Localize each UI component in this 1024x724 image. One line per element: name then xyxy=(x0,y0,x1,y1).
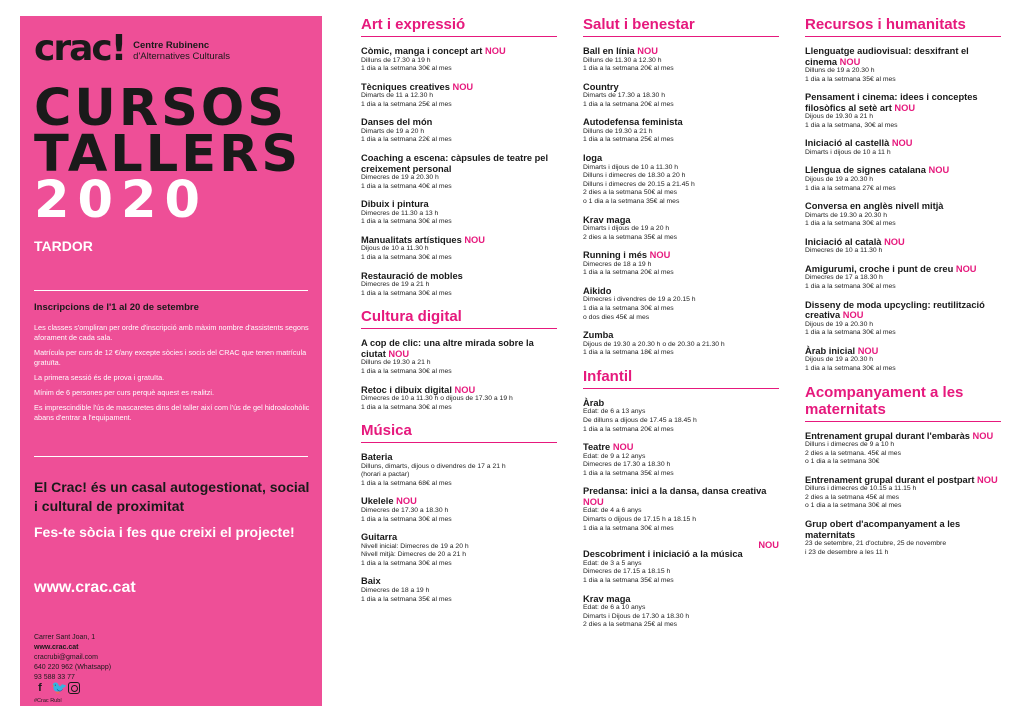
course-detail: 2 dies a la setmana 25€ al mes xyxy=(583,621,678,629)
course-item xyxy=(805,165,1001,193)
nou-badge: NOU xyxy=(464,234,486,245)
course-detail: 1 dia a la setmana 20€ al mes xyxy=(583,100,674,108)
course-name xyxy=(805,475,1001,486)
course-item xyxy=(583,153,779,206)
course-detail: 2 dies a la setmana 35€ al mes xyxy=(583,233,678,241)
course-detail: 1 dia a la setmana 22€ al mes xyxy=(361,136,452,144)
course-name-text: Ukelele xyxy=(361,496,394,507)
nou-badge: NOU xyxy=(452,81,474,92)
course-detail: 1 dia a la setmana 30€ al mes xyxy=(361,515,452,523)
registration-info xyxy=(34,302,310,428)
course-name xyxy=(583,330,779,341)
course-detail: Dilluns de 19.30 a 21 h xyxy=(361,359,431,367)
course-detail: Nivell mitjà: Dimecres de 20 a 21 h xyxy=(361,551,467,559)
course-name xyxy=(583,250,779,261)
course-detail: Dimecres de 17 a 18.30 h xyxy=(805,274,883,282)
course-name-text: Descobriment i iniciació a la música xyxy=(583,549,743,560)
course-name-text: Restauració de mobles xyxy=(361,270,463,281)
slogan-line1: El Crac! és un casal autogestionat, social i cultural de proximitat xyxy=(34,479,310,514)
course-item xyxy=(361,338,557,376)
slogan xyxy=(34,478,314,542)
course-name xyxy=(361,82,557,93)
social-icons xyxy=(34,682,80,694)
course-name-text: Zumba xyxy=(583,330,614,341)
course-detail: 1 dia a la setmana 30€ al mes xyxy=(361,559,452,567)
course-detail: Dilluns de 17.30 a 19 h xyxy=(361,56,431,64)
course-detail: 2 dies a la setmana 45€ al mes xyxy=(805,493,900,501)
course-name xyxy=(361,117,557,128)
course-detail: 1 dia a la setmana 30€ al mes xyxy=(805,329,896,337)
logo-text xyxy=(133,40,230,64)
course-detail: 1 dia a la setmana 30€ al mes xyxy=(361,289,452,297)
course-detail: o 1 dia a la setmana 30€ xyxy=(805,458,880,466)
course-detail: Dimecres de 17.15 a 18.15 h xyxy=(583,568,671,576)
nou-badge: NOU xyxy=(396,496,417,507)
course-detail: 1 dia a la setmana 20€ al mes xyxy=(583,65,674,73)
course-item xyxy=(361,452,557,488)
course-name xyxy=(361,338,557,359)
course-item xyxy=(361,576,557,604)
course-name-text: Krav maga xyxy=(583,214,631,225)
nou-badge: NOU xyxy=(972,430,994,441)
course-detail: Dilluns de 19.30 a 21 h xyxy=(583,127,653,135)
nou-badge: NOU xyxy=(928,165,950,176)
course-detail: 1 dia a la setmana 20€ al mes xyxy=(583,425,674,433)
info-panel xyxy=(20,16,322,706)
course-name-text: Dibuix i pintura xyxy=(361,199,429,210)
registration-title: Inscripcions de l'1 al 20 de setembre xyxy=(34,302,199,313)
instagram-icon[interactable] xyxy=(68,682,80,694)
registration-paragraph: Es imprescindible l'ús de mascaretes dins del taller així com l'ús de gel hidroalcohòlic abans d'entrar a l'equipament. xyxy=(34,403,310,422)
course-name xyxy=(361,496,557,507)
course-item xyxy=(361,496,557,524)
course-name-text: Bateria xyxy=(361,452,393,463)
course-item xyxy=(583,117,779,145)
course-detail: Dilluns de 11.30 a 12.30 h xyxy=(583,56,662,64)
course-name-text: Iniciació al català xyxy=(805,236,882,247)
column-2 xyxy=(583,16,779,638)
course-name xyxy=(361,452,557,463)
course-name-text: Krav maga xyxy=(583,593,631,604)
course-detail: 1 dia a la setmana 20€ al mes xyxy=(583,269,674,277)
course-detail: Dijous de 19 a 20.30 h xyxy=(805,320,874,328)
course-name-text: Country xyxy=(583,81,619,92)
course-item xyxy=(361,235,557,263)
course-name xyxy=(361,153,557,174)
contact-phone2: 93 588 33 77 xyxy=(34,674,75,681)
course-item xyxy=(583,398,779,434)
course-name xyxy=(805,237,1001,248)
slogan-line2: Fes-te sòcia i fes que creixi el projecte! xyxy=(34,524,295,540)
contact-info xyxy=(34,633,111,683)
course-item xyxy=(583,250,779,278)
course-name xyxy=(583,398,779,409)
nou-badge: NOU xyxy=(977,474,998,485)
course-name xyxy=(361,271,557,282)
course-detail: 1 dia a la setmana 18€ al mes xyxy=(583,349,674,357)
course-name-text: Llengua de signes catalana xyxy=(805,165,926,176)
course-detail: Dimarts de 19 a 20 h xyxy=(361,127,425,135)
course-name-text: Running i més xyxy=(583,250,648,261)
course-detail: 1 dia a la setmana 35€ al mes xyxy=(361,595,452,603)
nou-badge: NOU xyxy=(649,250,671,261)
course-name xyxy=(361,235,557,246)
course-name xyxy=(583,215,779,226)
column-1 xyxy=(361,16,557,612)
centre-name: Centre Rubinenc xyxy=(133,40,210,51)
course-item xyxy=(805,46,1001,84)
course-item xyxy=(805,519,1001,557)
course-item xyxy=(583,442,779,478)
course-detail: Dilluns i dimecres de 9 a 10 h xyxy=(805,441,895,448)
course-detail: 1 dia a la setmana 35€ al mes xyxy=(805,75,896,83)
course-detail: 23 de setembre, 21 d'octubre, 25 de novembre xyxy=(805,540,947,548)
course-item xyxy=(361,117,557,145)
course-detail: 1 dia a la setmana 40€ al mes xyxy=(361,182,452,190)
section-title: Acompanyament a les maternitats xyxy=(805,384,1001,422)
course-detail: Dilluns i dimecres de 10.15 a 11.15 h xyxy=(805,485,917,493)
course-item xyxy=(583,286,779,322)
section-title: Recursos i humanitats xyxy=(805,16,1001,37)
course-name-text: Llenguatge audiovisual: desxifrant el cinema xyxy=(805,46,969,67)
course-name-text: Amigurumi, croche i punt de creu xyxy=(805,263,954,274)
course-name-text: A cop de clic: una altre mirada sobre la ciutat xyxy=(361,338,534,359)
course-detail: Dimecres de 10 a 11.30 h xyxy=(805,247,883,255)
section-title: Art i expressió xyxy=(361,16,557,37)
title-cursos: CURSOS xyxy=(34,79,287,138)
course-name-text: Tècniques creatives xyxy=(361,81,450,92)
contact-web[interactable]: www.crac.cat xyxy=(34,644,79,651)
course-detail: 2 dies a la setmana. 45€ al mes xyxy=(805,449,901,457)
course-detail: Dimarts de 17.30 a 18.30 h xyxy=(583,92,665,100)
course-name-text: Entrenament grupal durant el postpart xyxy=(805,474,975,485)
nou-badge: NOU xyxy=(637,46,658,56)
course-name xyxy=(805,346,1001,357)
course-name xyxy=(583,486,779,507)
course-detail: 1 dia a la setmana 35€ al mes xyxy=(583,469,674,477)
course-name xyxy=(805,300,1001,321)
title-tallers: TALLERS xyxy=(34,125,302,184)
course-name xyxy=(805,46,1001,67)
course-item xyxy=(805,300,1001,338)
course-name xyxy=(361,532,557,543)
section-title: Salut i benestar xyxy=(583,16,779,37)
title-year: 2020 xyxy=(34,171,208,230)
website-link[interactable]: www.crac.cat xyxy=(34,579,136,596)
nou-badge: NOU xyxy=(485,46,506,56)
registration-paragraph: Mínim de 6 persones per curs perquè aquest es realitzi. xyxy=(34,388,215,397)
nou-badge: NOU xyxy=(454,384,476,395)
course-name-text: Disseny de moda upcycling: reutilització creativa xyxy=(805,299,985,321)
course-item xyxy=(805,138,1001,157)
course-detail: o 1 dia a la setmana 35€ al mes xyxy=(583,197,680,205)
course-detail: o dos dies 45€ al mes xyxy=(583,313,650,321)
course-detail: 1 dia a la setmana 35€ al mes xyxy=(583,576,674,584)
logo-row xyxy=(34,28,231,69)
course-name-text: Àrab inicial xyxy=(805,345,856,356)
course-detail: Dimecres de 18 a 19 h xyxy=(361,586,430,594)
course-detail: Dimecres de 10 a 11.30 h o dijous de 17.30 a 19 h xyxy=(361,395,513,402)
course-name xyxy=(583,442,779,453)
course-name-text: Manualitats artístiques xyxy=(361,234,462,245)
course-name-text: Ball en línia xyxy=(583,46,635,56)
course-item xyxy=(583,46,779,74)
course-item xyxy=(361,46,557,74)
course-name-text: Grup obert d'acompanyament a les maternitats xyxy=(805,519,961,540)
course-item xyxy=(361,385,557,413)
course-item xyxy=(361,199,557,227)
hashtag: #Crac Rubí xyxy=(34,698,62,704)
course-detail: 2 dies a la setmana 50€ al mes xyxy=(583,189,678,197)
course-item xyxy=(361,153,557,191)
nou-badge: NOU xyxy=(583,496,604,507)
course-name-text: Conversa en anglès nivell mitjà xyxy=(805,201,944,212)
course-item xyxy=(583,330,779,358)
course-detail: (horari a pactar) xyxy=(361,471,410,479)
course-item xyxy=(805,346,1001,374)
course-item xyxy=(361,82,557,110)
course-detail: 1 dia a la setmana 30€ al mes xyxy=(361,254,452,262)
course-detail: Dimecres i divendres de 19 a 20.15 h xyxy=(583,296,696,304)
course-detail: Dimarts i dijous de 19 a 20 h xyxy=(583,225,670,233)
nou-badge: NOU xyxy=(388,348,410,359)
course-name-text: Aikido xyxy=(583,285,612,296)
nou-badge: NOU xyxy=(842,310,864,321)
course-name xyxy=(805,201,1001,212)
course-detail: 1 dia a la setmana, 30€ al mes xyxy=(805,121,898,129)
contact-email[interactable]: cracrubi@gmail.com xyxy=(34,654,98,661)
course-detail: 1 dia a la setmana 30€ al mes xyxy=(361,65,452,73)
course-item xyxy=(583,486,779,533)
course-item xyxy=(361,271,557,299)
nou-badge: NOU xyxy=(891,138,913,149)
course-detail: 1 dia a la setmana 30€ al mes xyxy=(361,218,452,226)
course-detail: 1 dia a la setmana 68€ al mes xyxy=(361,479,452,487)
course-detail: 1 dia a la setmana 30€ al mes xyxy=(805,364,896,372)
course-name xyxy=(583,82,779,93)
course-name-text: Danses del món xyxy=(361,117,433,128)
course-detail: Dijous de 19.30 a 20.30 h o de 20.30 a 21.30 h xyxy=(583,340,725,348)
course-name-text: Autodefensa feminista xyxy=(583,117,683,128)
course-detail: Edat: de 6 a 10 anys xyxy=(583,604,646,611)
course-item xyxy=(361,532,557,568)
course-name-text: Retoc i dibuix digital xyxy=(361,384,452,395)
course-name-text: Ioga xyxy=(583,153,603,164)
nou-badge: NOU xyxy=(894,102,916,113)
course-detail: Nivell inicial: Dimecres de 19 a 20 h xyxy=(361,542,469,550)
course-item xyxy=(805,264,1001,292)
season-label: TARDOR xyxy=(34,238,93,254)
course-name-text: Predansa: inici a la dansa, dansa creativa xyxy=(583,486,767,497)
course-item xyxy=(583,594,779,630)
course-item xyxy=(805,237,1001,256)
course-item xyxy=(805,201,1001,229)
course-name xyxy=(805,92,1001,113)
course-detail: 1 dia a la setmana 30€ al mes xyxy=(361,367,452,375)
facebook-icon[interactable]: f xyxy=(38,682,42,694)
course-detail: Dijous de 10 a 11.30 h xyxy=(361,245,429,253)
contact-phone1: 640 220 962 (Whatsapp) xyxy=(34,664,112,671)
nou-badge: NOU xyxy=(955,263,977,274)
course-name-text: Guitarra xyxy=(361,532,398,543)
course-detail: Dijous de 19.30 a 21 h xyxy=(805,113,874,121)
course-name xyxy=(583,153,779,164)
course-name xyxy=(361,576,557,587)
course-name xyxy=(805,519,1001,540)
course-detail: Dilluns de 19 a 20.30 h xyxy=(805,67,875,74)
course-item xyxy=(805,475,1001,511)
course-name xyxy=(361,46,557,57)
course-detail: Dijous de 19 a 20.30 h xyxy=(805,356,874,364)
course-detail: Dimarts i dijous de 10 a 11.30 h xyxy=(583,163,679,171)
course-name-text: Coaching a escena: càpsules de teatre pel creixement personal xyxy=(361,153,549,174)
course-detail: 1 dia a la setmana 25€ al mes xyxy=(361,100,452,108)
course-name xyxy=(805,431,1001,442)
registration-paragraph: Matrícula per curs de 12 €/any excepte sòcies i socis del CRAC que tenen matrícula gratuïta. xyxy=(34,348,307,367)
course-item xyxy=(583,541,779,585)
course-detail: 1 dia a la setmana 30€ al mes xyxy=(583,305,674,312)
course-name xyxy=(583,46,779,57)
course-detail: Dimarts i dijous de 10 a 11 h xyxy=(805,148,891,156)
section-title: Cultura digital xyxy=(361,308,557,329)
course-detail: Dimarts de 11 a 12.30 h xyxy=(361,92,434,100)
nou-badge: NOU xyxy=(857,345,879,356)
course-detail: De dilluns a dijous de 17.45 a 18.45 h xyxy=(583,416,697,424)
course-item xyxy=(583,82,779,110)
section-title: Música xyxy=(361,422,557,443)
course-detail: 1 dia a la setmana 30€ al mes xyxy=(805,220,896,228)
course-detail: Dilluns i dimecres de 20.15 a 21.45 h xyxy=(583,180,695,188)
course-detail: i 23 de desembre a les 11 h xyxy=(805,548,889,556)
course-name xyxy=(583,117,779,128)
course-detail: Dimarts de 19.30 a 20.30 h xyxy=(805,211,887,219)
course-detail: Dimecres de 11.30 a 13 h xyxy=(361,209,439,217)
course-name-text: Còmic, manga i concept art xyxy=(361,46,483,56)
course-name-text: Entrenament grupal durant l'embaràs xyxy=(805,430,970,441)
crac-logo: crac! xyxy=(34,28,126,69)
course-name xyxy=(583,286,779,297)
registration-paragraph: La primera sessió és de prova i gratuïta. xyxy=(34,373,165,382)
course-detail: Edat: de 9 a 12 anys xyxy=(583,452,646,460)
course-name-text: Àrab xyxy=(583,397,605,408)
course-detail: Dimecres de 19 a 21 h xyxy=(361,281,430,289)
course-name xyxy=(361,385,557,396)
registration-paragraph: Les classes s'ompliran per ordre d'inscripció amb màxim nombre d'assistents segons aforament de cada sala. xyxy=(34,323,309,342)
twitter-icon[interactable]: 🐦 xyxy=(51,680,68,695)
course-detail: 1 dia a la setmana 30€ al mes xyxy=(583,524,674,532)
course-name xyxy=(805,264,1001,275)
course-detail: o 1 dia a la setmana 30€ al mes xyxy=(805,502,902,510)
course-name-text: Pensament i cinema: idees i conceptes filosòfics al setè art xyxy=(805,92,978,113)
nou-badge: NOU xyxy=(612,442,634,453)
course-name-text: Baix xyxy=(361,576,381,587)
course-name xyxy=(583,594,779,605)
course-detail: 1 dia a la setmana 27€ al mes xyxy=(805,184,896,192)
course-detail: 1 dia a la setmana 30€ al mes xyxy=(805,283,896,291)
section-title: Infantil xyxy=(583,368,779,389)
course-detail: Dimecres de 17.30 a 18.30 h xyxy=(361,506,449,514)
nou-badge: NOU xyxy=(758,540,779,551)
address: Carrer Sant Joan, 1 xyxy=(34,634,96,641)
course-detail: Dilluns, dimarts, dijous o divendres de 17 a 21 h xyxy=(361,462,506,470)
course-detail: Dijous de 19 a 20.30 h xyxy=(805,175,874,183)
course-detail: Dimarts o dijous de 17.15 h a 18.15 h xyxy=(583,516,696,524)
course-detail: Edat: de 6 a 13 anys xyxy=(583,408,646,416)
nou-badge: NOU xyxy=(839,56,861,67)
course-detail: Edat: de 3 a 5 anys xyxy=(583,559,642,567)
course-item xyxy=(805,431,1001,467)
course-detail: 1 dia a la setmana 30€ al mes xyxy=(361,403,452,411)
course-name xyxy=(583,549,779,560)
divider xyxy=(34,456,308,457)
divider xyxy=(34,290,308,291)
course-detail: Dimecres de 19 a 20.30 h xyxy=(361,174,439,182)
course-detail: Edat: de 4 a 6 anys xyxy=(583,507,642,515)
course-name xyxy=(805,138,1001,149)
column-3 xyxy=(805,16,1001,565)
course-name-text: Iniciació al castellà xyxy=(805,138,890,149)
centre-subname: d'Alternatives Culturals xyxy=(133,51,231,62)
course-item xyxy=(805,92,1001,130)
course-detail: Dimecres de 18 a 19 h xyxy=(583,260,652,268)
course-name xyxy=(805,165,1001,176)
nou-badge: NOU xyxy=(884,236,905,247)
course-item xyxy=(583,215,779,243)
course-name-text: Teatre xyxy=(583,442,611,453)
course-name xyxy=(361,199,557,210)
course-detail: Dimecres de 17.30 a 18.30 h xyxy=(583,461,671,469)
course-detail: 1 dia a la setmana 25€ al mes xyxy=(583,136,674,144)
course-detail: Dimarts i Dijous de 17.30 a 18.30 h xyxy=(583,612,690,620)
course-detail: Dilluns i dimecres de 18.30 a 20 h xyxy=(583,172,686,180)
